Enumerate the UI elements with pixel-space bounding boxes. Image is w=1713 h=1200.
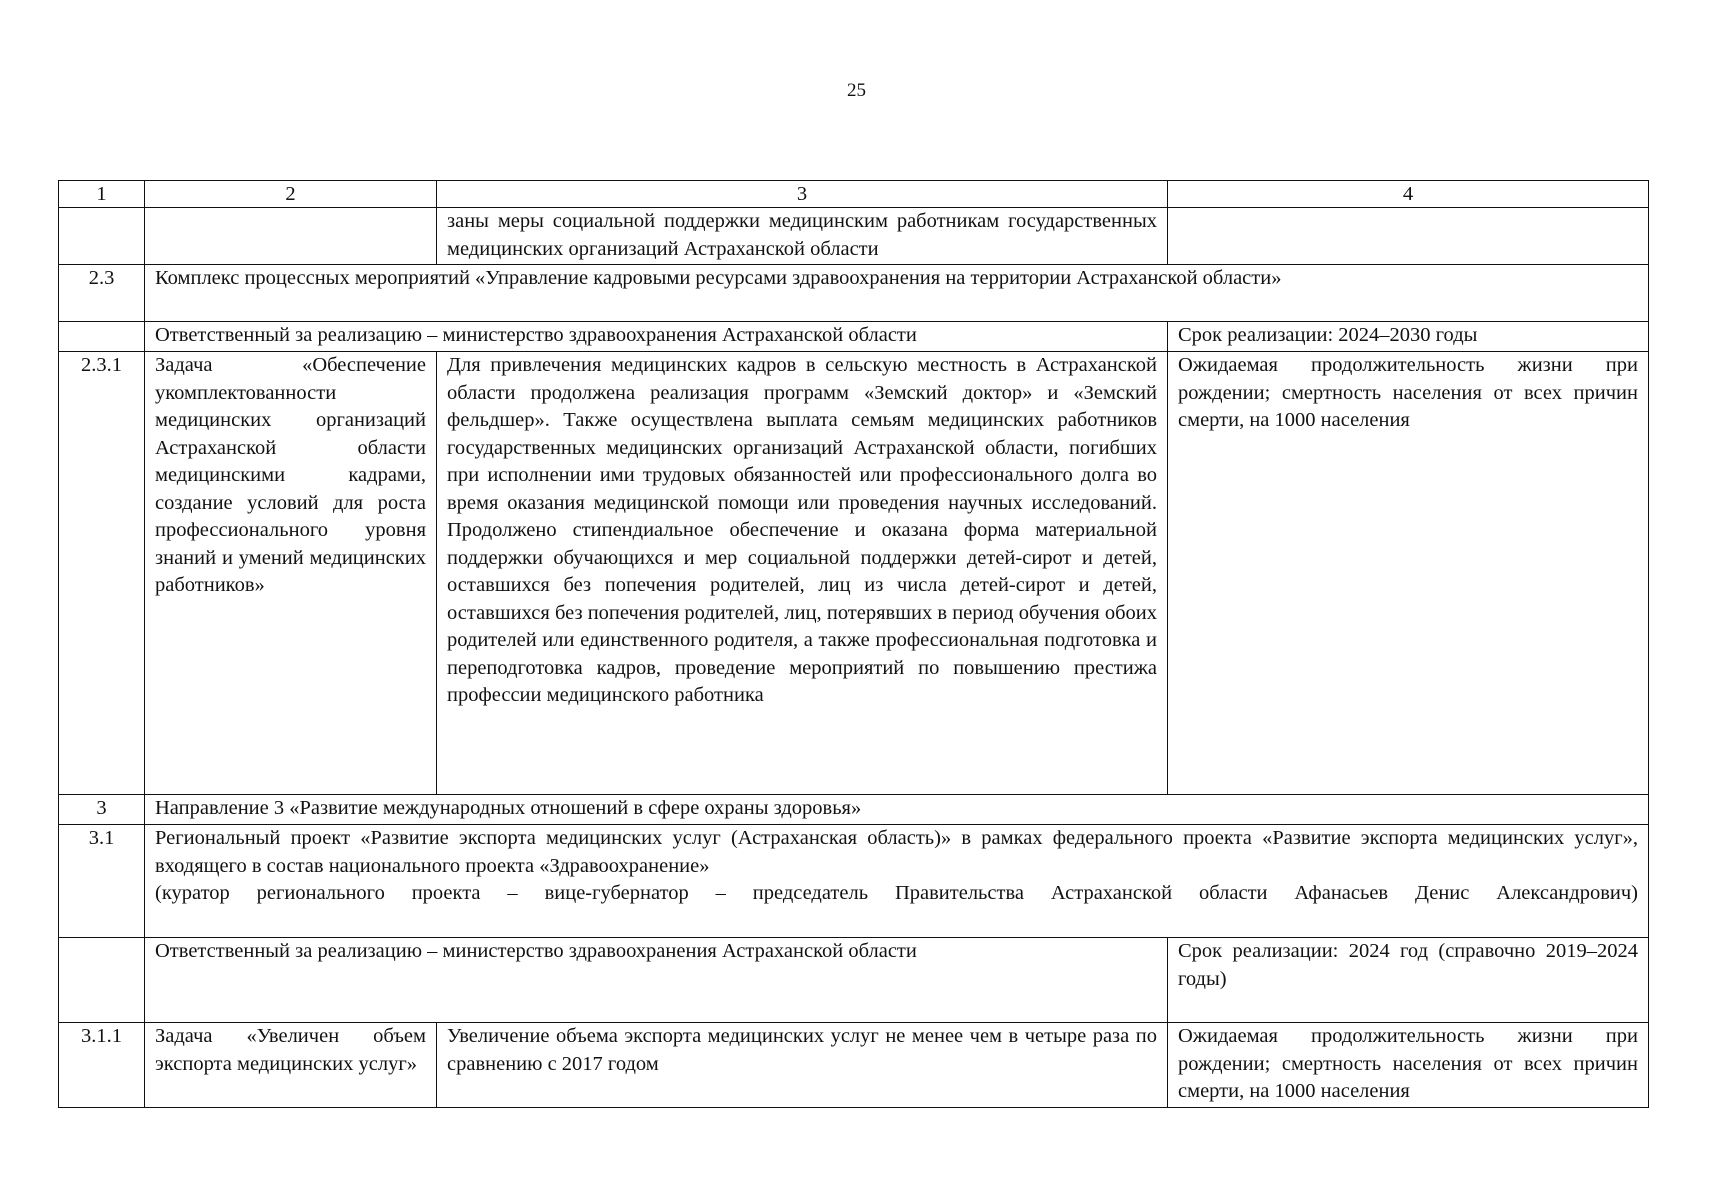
table-row bbox=[59, 825, 1649, 938]
row-number-cell: 3.1.1 bbox=[59, 1023, 145, 1108]
term-cell: Срок реализации: 2024 год (справочно 2019–2024 годы) bbox=[1168, 938, 1649, 1023]
table-row bbox=[59, 795, 1649, 825]
indicators-cell: Ожидаемая продолжительность жизни при рождении; смертность населения от всех причин смерти, на 1000 населения bbox=[1168, 352, 1649, 795]
empty-cell bbox=[145, 208, 437, 265]
table-row bbox=[59, 352, 1649, 795]
term-cell: Срок реализации: 2024–2030 годы bbox=[1168, 322, 1649, 352]
continued-description-cell: заны меры социальной поддержки медицинским работникам государственных медицинских организаций Астраханской области bbox=[437, 208, 1168, 265]
description-cell: Для привлечения медицинских кадров в сельскую местность в Астраханской области продолжена реализация программ «Земский доктор» и «Земский фельдшер». Также осуществлена выплата семьям медицинских работников государственных медицинских организаций Астраханской области, погибших при исполнении ими трудовых обязанностей или профессионального долга во время оказания медицинской помощи или проведения научных исследований. Продолжено стипендиальное обеспечение и оказана форма материальной поддержки обучающихся и мер социальной поддержки детей-сирот и детей, оставшихся без попечения родителей, лиц из числа детей-сирот и детей, оставшихся без попечения родителей, лиц, потерявших в период обучения обоих родителей или единственного родителя, а также профессиональная подготовка и переподготовка кадров, проведение мероприятий по повышению престижа профессии медицинского работника bbox=[437, 352, 1168, 795]
row-number-cell: 3 bbox=[59, 795, 145, 825]
empty-cell bbox=[1168, 208, 1649, 265]
regional-project-cell bbox=[145, 825, 1649, 938]
direction-title-cell: Направление 3 «Развитие международных отношений в сфере охраны здоровья» bbox=[145, 795, 1649, 825]
description-cell: Увеличение объема экспорта медицинских услуг не менее чем в четыре раза по сравнению с 2017 годом bbox=[437, 1023, 1168, 1108]
empty-cell bbox=[59, 208, 145, 265]
regional-project-title: Региональный проект «Развитие экспорта медицинских услуг (Астраханская область)» в рамках федерального проекта «Развитие экспорта медицинских услуг», входящего в состав национального проекта «Здравоохранение» bbox=[155, 827, 1638, 877]
indicators-cell: Ожидаемая продолжительность жизни при рождении; смертность населения от всех причин смерти, на 1000 населения bbox=[1168, 1023, 1649, 1108]
process-complex-title-cell: Комплекс процессных мероприятий «Управление кадровыми ресурсами здравоохранения на территории Астраханской области» bbox=[145, 265, 1649, 322]
column-number-4: 4 bbox=[1168, 181, 1649, 208]
task-cell: Задача «Обеспечение укомплектованности медицинских организаций Астраханской области медицинскими кадрами, создание условий для роста профессионального уровня знаний и умений медицинских работников» bbox=[145, 352, 437, 795]
table-row bbox=[59, 322, 1649, 352]
table-row bbox=[59, 1023, 1649, 1108]
row-number-cell: 2.3.1 bbox=[59, 352, 145, 795]
program-table bbox=[58, 180, 1649, 1108]
responsible-cell: Ответственный за реализацию – министерство здравоохранения Астраханской области bbox=[145, 322, 1168, 352]
empty-cell bbox=[59, 938, 145, 1023]
table-header-row bbox=[59, 181, 1649, 208]
task-cell: Задача «Увеличен объем экспорта медицинских услуг» bbox=[145, 1023, 437, 1108]
row-number-cell: 3.1 bbox=[59, 825, 145, 938]
regional-project-curator: (куратор регионального проекта – вице-губернатор – председатель Правительства Астраханской области Афанасьев Денис Александрович) bbox=[155, 882, 1638, 904]
table-row bbox=[59, 265, 1649, 322]
table-row bbox=[59, 208, 1649, 265]
column-number-3: 3 bbox=[437, 181, 1168, 208]
table-row bbox=[59, 938, 1649, 1023]
empty-cell bbox=[59, 322, 145, 352]
row-number-cell: 2.3 bbox=[59, 265, 145, 322]
responsible-cell: Ответственный за реализацию – министерство здравоохранения Астраханской области bbox=[145, 938, 1168, 1023]
page-number: 25 bbox=[847, 80, 866, 101]
column-number-1: 1 bbox=[59, 181, 145, 208]
column-number-2: 2 bbox=[145, 181, 437, 208]
